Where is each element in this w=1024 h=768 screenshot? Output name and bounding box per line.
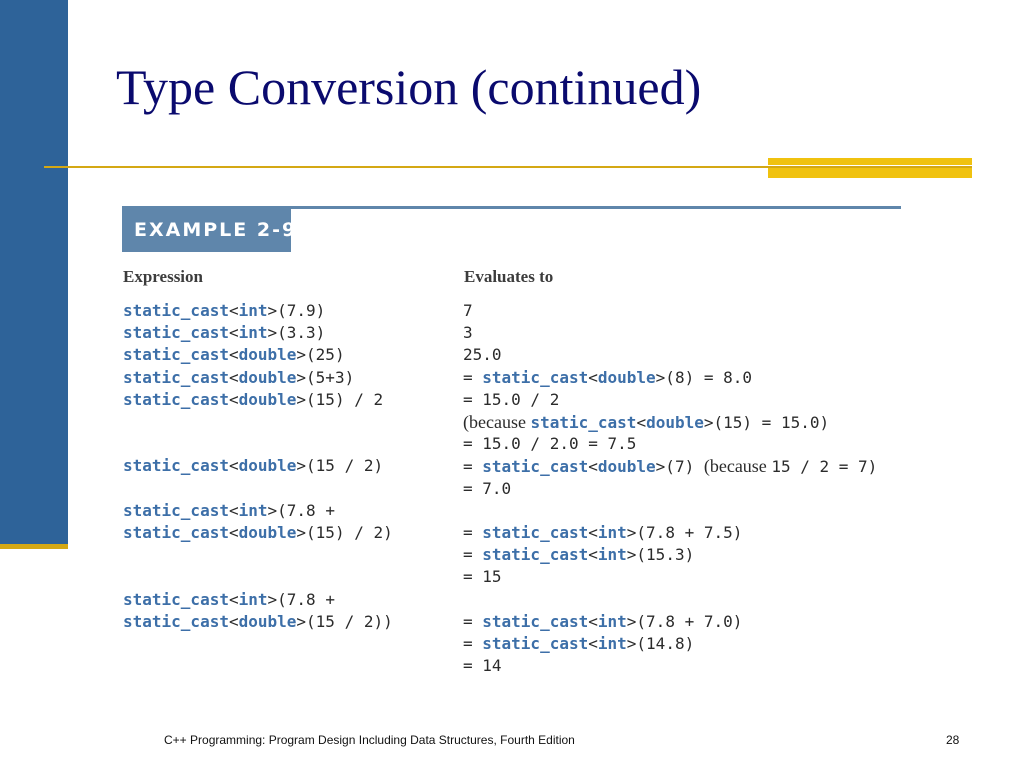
evaluation-line	[463, 455, 877, 477]
code-keyword: static_cast	[123, 611, 229, 631]
evaluation-line	[463, 478, 511, 500]
code-text: = 15.0 / 2.0 = 7.5	[463, 434, 637, 454]
code-text: >(7.9)	[267, 301, 326, 320]
code-keyword: static_cast	[123, 323, 229, 343]
code-keyword: double	[238, 345, 297, 365]
code-keyword: int	[597, 545, 627, 565]
code-text: <	[228, 389, 239, 409]
expression-line	[123, 455, 383, 477]
code-keyword: static_cast	[123, 367, 229, 387]
code-text: >(15 / 2))	[296, 611, 393, 631]
code-text: <	[228, 301, 239, 320]
code-keyword: int	[238, 301, 268, 320]
code-keyword: double	[238, 456, 297, 476]
code-keyword: static_cast	[123, 523, 229, 542]
expression-line	[123, 300, 325, 322]
code-text: <	[228, 500, 239, 520]
evaluation-line	[463, 611, 742, 633]
code-keyword: double	[646, 413, 704, 432]
expression-line	[123, 322, 325, 344]
slide-title: Type Conversion (continued)	[116, 59, 702, 115]
code-keyword: int	[597, 523, 627, 542]
code-text: =	[463, 634, 483, 653]
code-text: <	[228, 611, 239, 631]
note-text: (because	[463, 412, 531, 432]
code-text: 3	[463, 323, 473, 343]
code-text: 25.0	[463, 345, 502, 365]
code-keyword: int	[597, 634, 627, 653]
code-text: <	[588, 457, 598, 477]
code-text: <	[588, 523, 598, 542]
code-text: >(7.8 + 7.5)	[626, 523, 743, 542]
evaluation-line	[463, 322, 473, 344]
code-text: >(7)	[655, 457, 704, 477]
code-text: <	[228, 456, 239, 476]
note-text: (because	[703, 456, 772, 477]
example-label: EXAMPLE 2-9	[122, 209, 291, 252]
code-text: <	[228, 323, 239, 343]
code-text: 7	[463, 301, 473, 320]
code-keyword: static_cast	[123, 589, 229, 609]
code-keyword: double	[597, 457, 656, 477]
code-keyword: int	[238, 500, 268, 520]
expression-line	[123, 522, 393, 544]
evaluation-line	[463, 633, 694, 655]
column-header-expression: Expression	[123, 267, 203, 286]
code-text: >(5+3)	[296, 367, 355, 387]
column-header-evaluates: Evaluates to	[464, 267, 554, 286]
evaluation-line	[463, 522, 742, 544]
code-text: = 14	[463, 656, 502, 676]
code-text: <	[588, 611, 598, 631]
expression-line	[123, 611, 393, 633]
code-text: <	[228, 523, 239, 542]
evaluation-line	[463, 655, 502, 677]
code-keyword: static_cast	[530, 413, 637, 432]
code-text: = 7.0	[463, 478, 512, 498]
evaluation-line	[463, 433, 636, 455]
code-text: >(3.3)	[267, 323, 326, 343]
code-text: <	[228, 367, 239, 387]
code-text: = 15	[463, 567, 502, 587]
code-text: = 15.0 / 2	[463, 389, 560, 409]
code-keyword: static_cast	[482, 367, 589, 387]
left-accent-underline	[0, 544, 68, 549]
code-keyword: static_cast	[123, 301, 229, 320]
code-keyword: static_cast	[482, 457, 589, 477]
code-text: >(15 / 2)	[296, 456, 384, 476]
code-text: >(8) = 8.0	[655, 367, 752, 387]
evaluation-line	[463, 566, 502, 588]
code-text: >(25)	[296, 345, 345, 365]
code-keyword: static_cast	[123, 500, 229, 520]
expression-line	[123, 367, 354, 389]
code-text: <	[636, 413, 647, 432]
code-text: =	[463, 611, 483, 631]
code-keyword: double	[238, 389, 297, 409]
left-accent-bar	[0, 0, 68, 548]
code-text: >(7.8 + 7.0)	[626, 611, 743, 631]
code-keyword: static_cast	[482, 634, 589, 653]
code-text: <	[228, 589, 239, 609]
code-text: >(7.8 +	[267, 500, 335, 520]
page-number: 28	[946, 733, 960, 747]
code-text: >(15) / 2)	[296, 523, 393, 542]
code-keyword: double	[238, 611, 297, 631]
code-keyword: int	[597, 611, 627, 631]
code-text: =	[463, 523, 483, 542]
code-text: <	[228, 345, 239, 365]
code-keyword: double	[238, 523, 297, 542]
code-text: >(14.8)	[626, 634, 695, 653]
code-keyword: static_cast	[482, 611, 589, 631]
code-keyword: static_cast	[123, 389, 229, 409]
evaluation-line	[463, 411, 829, 433]
evaluation-line	[463, 344, 502, 366]
expression-line	[123, 589, 335, 611]
expression-line	[123, 389, 383, 411]
code-text: =	[463, 545, 483, 565]
code-text: =	[463, 457, 483, 477]
code-text: <	[588, 545, 598, 565]
code-text: >(15) / 2	[296, 389, 384, 409]
evaluation-line	[463, 389, 559, 411]
title-rule-accent	[768, 158, 972, 178]
code-keyword: double	[238, 367, 297, 387]
code-keyword: int	[238, 323, 268, 343]
evaluation-line	[463, 300, 473, 322]
code-keyword: static_cast	[123, 456, 229, 476]
code-text: <	[588, 634, 598, 653]
evaluation-line	[463, 367, 752, 389]
code-text: =	[463, 367, 483, 387]
code-text: >(15.3)	[626, 545, 695, 565]
code-keyword: int	[238, 589, 268, 609]
code-text: >(15) = 15.0)	[703, 413, 830, 432]
code-keyword: double	[597, 367, 656, 387]
code-keyword: static_cast	[482, 545, 589, 565]
expression-line	[123, 344, 345, 366]
footer-text: C++ Programming: Program Design Including Data Structures, Fourth Edition	[164, 733, 575, 747]
expression-line	[123, 500, 335, 522]
code-keyword: static_cast	[123, 345, 229, 365]
code-text: <	[588, 367, 598, 387]
evaluation-line	[463, 544, 694, 566]
code-keyword: static_cast	[482, 523, 589, 542]
code-text: 15 / 2 = 7)	[771, 457, 878, 477]
code-text: >(7.8 +	[267, 589, 335, 609]
